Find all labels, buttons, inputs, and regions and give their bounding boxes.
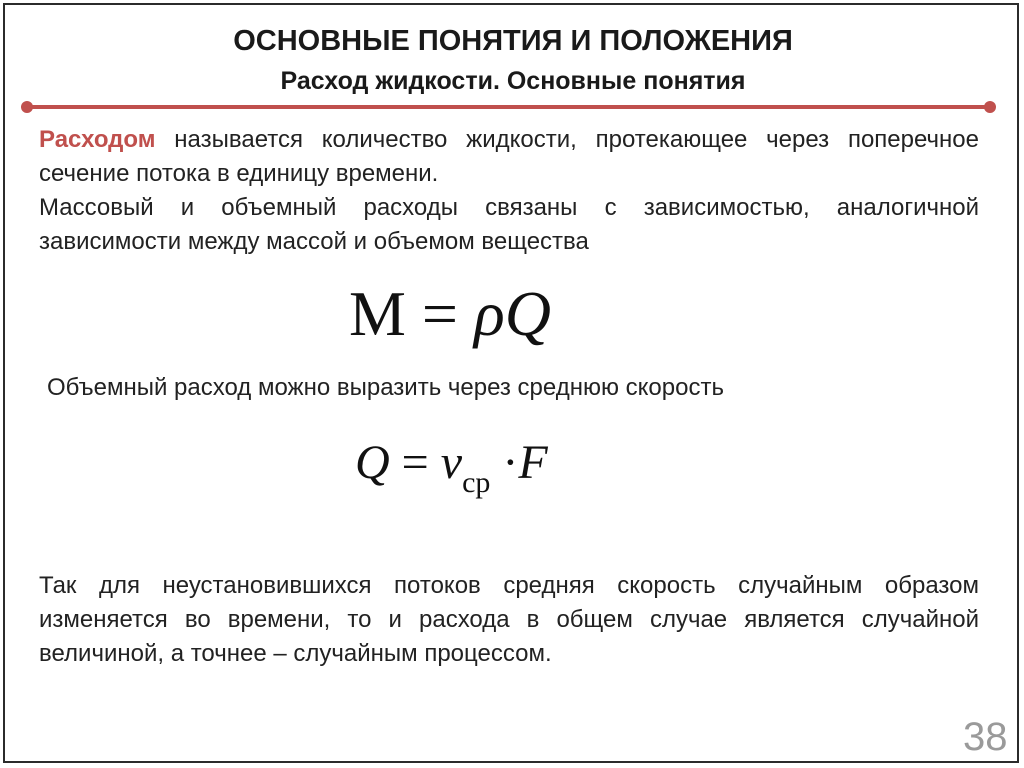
slide-subtitle: Расход жидкости. Основные понятия [280,67,746,95]
formula2-rhs: F [518,436,548,489]
volume-flow-formula [355,435,548,499]
slide-title: ОСНОВНЫЕ ПОНЯТИЯ И ПОЛОЖЕНИЯ [233,25,793,57]
relation-paragraph: Массовый и объемный расходы связаны с зависимостью, аналогичной зависимости между массой и объемом вещества [39,194,979,255]
definition-paragraph [39,123,979,191]
formula2-equals: = [389,436,441,489]
mass-flow-formula [349,277,551,351]
formula2-dot: · [490,436,519,489]
formula2-velocity: v [440,436,463,489]
volume-flow-paragraph: Объемный расход можно выразить через среднюю скорость [47,374,724,401]
title-divider [27,105,990,109]
page-number: 38 [963,715,1008,759]
formula1-rhs: ρQ [474,278,551,349]
formula1-lhs: M [349,278,406,349]
definition-text: называется количество жидкости, протекающее через поперечное сечение потока в единицу времени. [39,126,979,187]
formula1-equals: = [405,278,474,349]
divider-left-dot [21,101,33,113]
defined-term: Расходом [39,126,156,153]
formula2-lhs: Q [355,436,390,489]
formula2-velocity-subscript: ср [462,466,491,499]
unsteady-flow-paragraph: Так для неустановившихся потоков средняя скорость случайным образом изменяется во времени, то и расхода в общем случае является случайной величиной, а точнее – случайным процессом. [39,572,979,667]
slide-frame [3,3,1019,763]
divider-right-dot [984,101,996,113]
